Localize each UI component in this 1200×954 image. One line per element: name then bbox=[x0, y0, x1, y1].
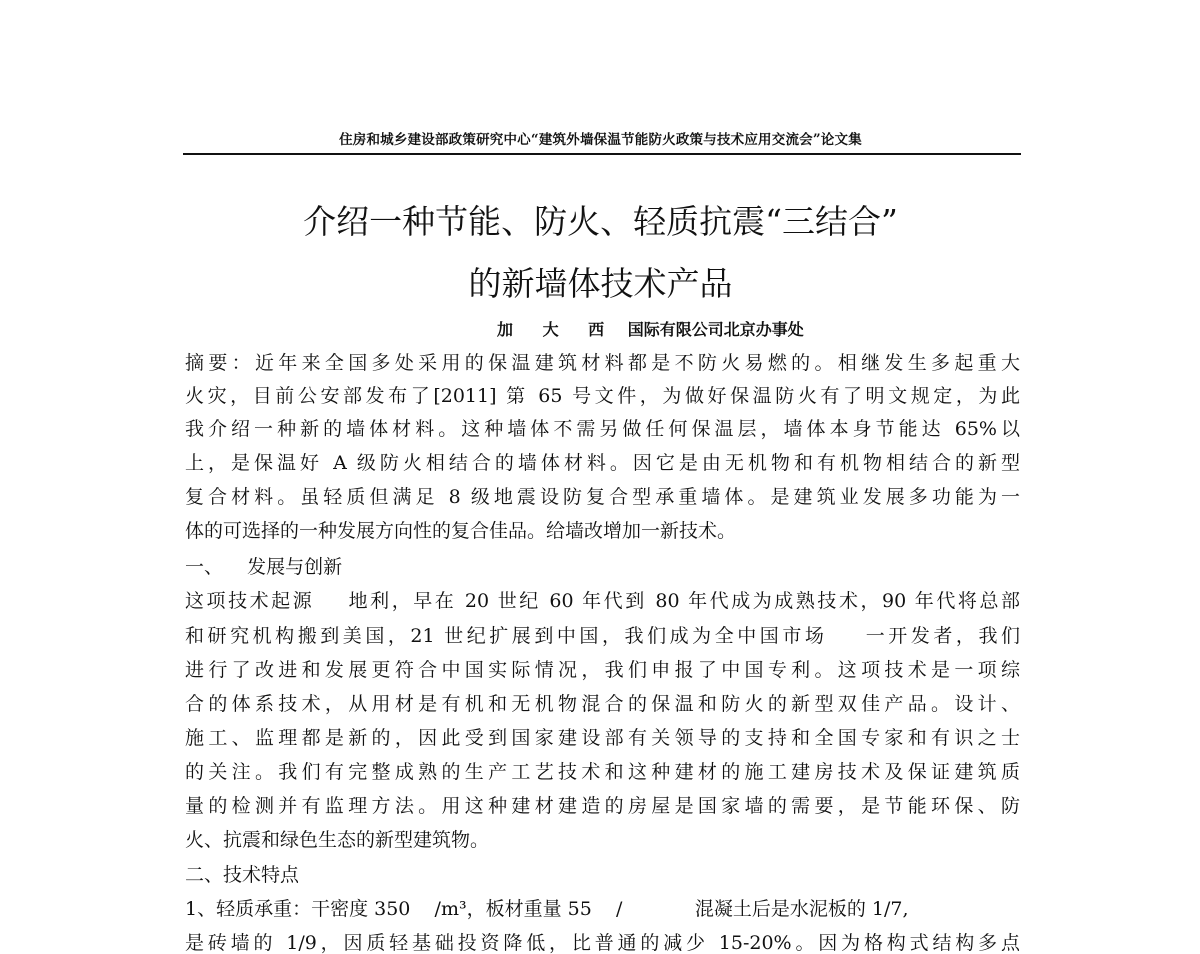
title-line-1: 介绍一种节能、防火、轻质抗震“三结合” bbox=[303, 202, 898, 241]
header-rule bbox=[183, 153, 1021, 155]
running-header: 住房和城乡建设部政策研究中心“建筑外墙保温节能防火政策与技术应用交流会”论文集 bbox=[339, 132, 862, 148]
paragraph-line-9: 1、轻质承重：干密度 350 /m³，板材重量 55 / 混凝土后是水泥板的 1/7, bbox=[185, 898, 909, 920]
paragraph-line-6: 的关注。我们有完整成熟的生产工艺技术和这种建材的施工建房技术及保证建筑质 bbox=[185, 761, 1020, 783]
abstract-line-3: 我介绍一种新的墙体材料。这种墙体不需另做任何保温层，墙体本身节能达 65%以 bbox=[185, 418, 1020, 440]
paragraph-line-5: 施工、监理都是新的，因此受到国家建设部有关领导的支持和全国专家和有识之士 bbox=[185, 727, 1020, 749]
section-heading-2: 二、技术特点 bbox=[185, 864, 300, 886]
abstract-line-1: 摘要：近年来全国多处采用的保温建筑材料都是不防火易燃的。相继发生多起重大 bbox=[185, 352, 1020, 374]
paragraph-line-10: 是砖墙的 1/9，因质轻基础投资降低，比普通的减少 15-20%。因为格构式结构多点 bbox=[185, 932, 1020, 954]
author-name: 加 大 西 bbox=[497, 320, 617, 339]
paragraph-line-7: 量的检测并有监理方法。用这种建材建造的房屋是国家墙的需要，是节能环保、防 bbox=[185, 795, 1020, 817]
abstract-line-2: 火灾，目前公安部发布了[2011] 第 65 号文件，为做好保温防火有了明文规定，为此 bbox=[185, 385, 1020, 407]
title-line-2: 的新墙体技术产品 bbox=[468, 264, 733, 303]
paragraph-line-1: 这项技术起源 地利，早在 20 世纪 60 年代到 80 年代成为成熟技术，90 年代将总部 bbox=[185, 590, 1020, 612]
author-line bbox=[497, 317, 804, 340]
paragraph-line-8: 火、抗震和绿色生态的新型建筑物。 bbox=[185, 829, 490, 851]
author-affiliation: 国际有限公司北京办事处 bbox=[627, 320, 804, 339]
abstract-line-4: 上，是保温好 A 级防火相结合的墙体材料。因它是由无机物和有机物相结合的新型 bbox=[185, 452, 1020, 474]
paragraph-line-4: 合的体系技术，从用材是有机和无机物混合的保温和防火的新型双佳产品。设计、 bbox=[185, 693, 1020, 715]
section-heading-1: 一、 发展与创新 bbox=[185, 556, 343, 578]
abstract-line-6: 体的可选择的一种发展方向性的复合佳品。给墙改增加一新技术。 bbox=[185, 520, 737, 542]
paragraph-line-2: 和研究机构搬到美国，21 世纪扩展到中国，我们成为全中国市场 一开发者，我们 bbox=[185, 625, 1020, 647]
paragraph-line-3: 进行了改进和发展更符合中国实际情况，我们申报了中国专利。这项技术是一项综 bbox=[185, 659, 1020, 681]
abstract-line-5: 复合材料。虽轻质但满足 8 级地震设防复合型承重墙体。是建筑业发展多功能为一 bbox=[185, 486, 1020, 508]
